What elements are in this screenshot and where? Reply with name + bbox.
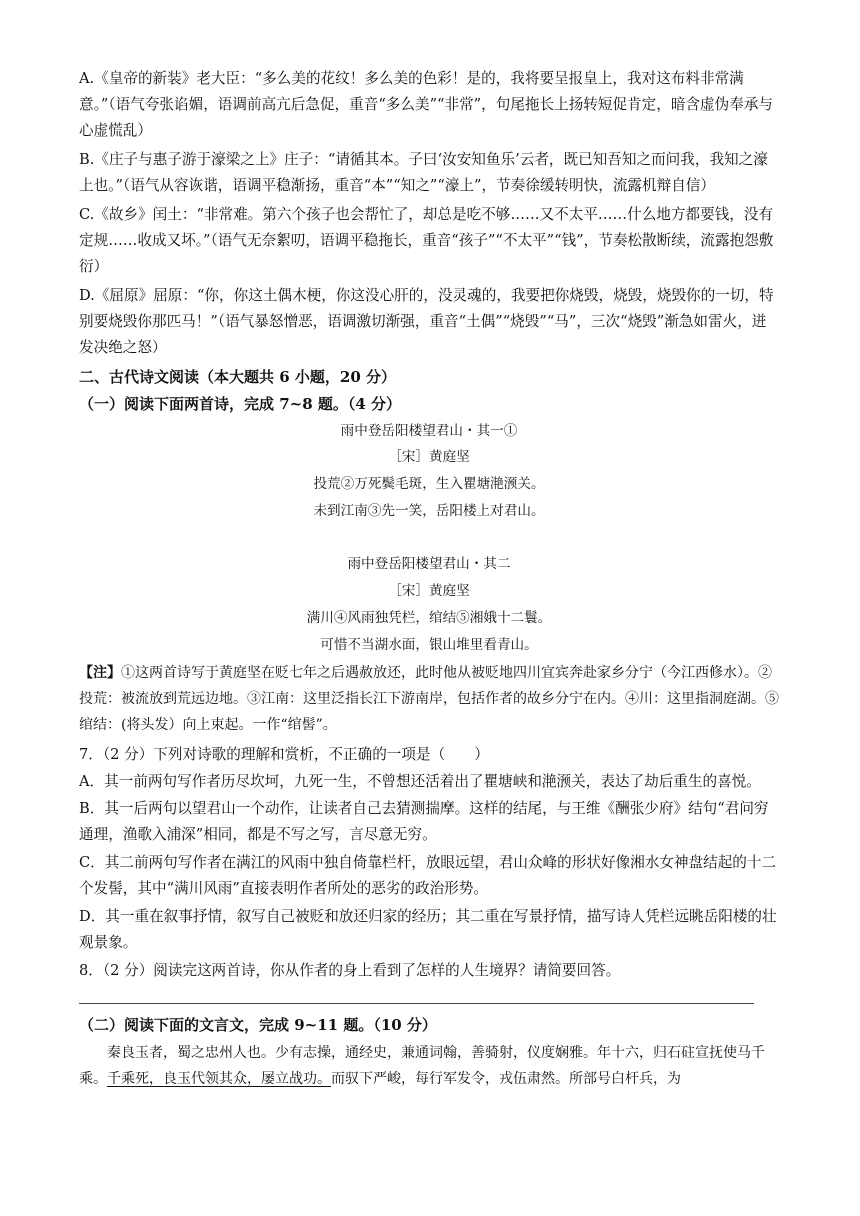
q7-option-b: B．其一后两句以望君山一个动作，让读者自己去猜测揣摩。这样的结尾，与王维《酬张少府》结句“君问穷通理，渔歌入浦深”相同，都是不写之写，言尽意无穷。 xyxy=(79,800,769,843)
underlined-sentence: 千乘死，良玉代领其众，屡立战功。 xyxy=(107,1071,331,1087)
q7-option-c: C．其二前两句写作者在满江的风雨中独自倚靠栏杆，放眼远望，君山众峰的形状好像湘水女神盘结起的十二个发髻，其中“满川风雨”直接表明作者所处的恶劣的政治形势。 xyxy=(79,854,777,897)
note-label: 【注】 xyxy=(79,665,121,681)
passage-line-1: 秦良玉者，蜀之忠州人也。少有志操，通经史，兼通词翰，善骑射，仪度娴雅。年十六， xyxy=(107,1045,653,1061)
poem-1-line-1: 投荒②万死鬓毛斑，生入瞿塘滟滪关。 xyxy=(313,476,545,492)
poem-1-title: 雨中登岳阳楼望君山・其一① xyxy=(340,423,518,439)
poem-2-line-2: 可惜不当湖水面，银山堆里看青山。 xyxy=(320,637,538,653)
poem-2-author: ［宋］黄庭坚 xyxy=(388,583,470,599)
poem-1-author: ［宋］黄庭坚 xyxy=(388,449,470,465)
q6-option-c: C.《故乡》闰土：“非常难。第六个孩子也会帮忙了，却总是吃不够……又不太平……什么地方都要钱，没有定规……收成又坏。”（语气无奈絮叨，语调平稳拖长，重音“孩子”“不太平”“钱”，节奏松散断续，流露抱怨敷衍） xyxy=(79,206,774,275)
q6-option-a: A.《皇帝的新装》老大臣：“多么美的花纹！多么美的色彩！是的，我将要呈报皇上，我对这布料非常满意。”（语气夸张谄媚，语调前高亢后急促，重音“多么美”“非常”，句尾拖长上扬转短促肯定，暗含虚伪奉承与心虚慌乱） xyxy=(79,70,774,139)
q7-option-a: A．其一前两句写作者历尽坎坷，九死一生，不曾想还活着出了瞿塘峡和滟滪关，表达了劫后重生的喜悦。 xyxy=(79,773,761,790)
passage-line-2b: 而驭下严峻，每行军发令，戎伍肃然。所部号白杆兵，为 xyxy=(331,1071,681,1087)
poem-2-line-1: 满川④风雨独凭栏，绾结⑤湘娥十二鬟。 xyxy=(306,610,552,626)
q7-stem: 7．（2 分）下列对诗歌的理解和赏析，不正确的一项是（ ） xyxy=(79,746,489,763)
classical-passage xyxy=(79,1040,779,1092)
passage-line-1b: 归石砫宣抚 xyxy=(653,1045,723,1061)
q6-option-d: D.《屈原》屈原：“你，你这土偶木梗，你这没心肝的，没灵魂的，我要把你烧毁，烧毁，烧毁你的一切，特别要烧毁你那匹马！”（语气暴怒憎恶，语调激切渐强，重音“土偶”“烧毁”“马”，三次“烧毁”渐急如雷火，迸发决绝之怒） xyxy=(79,287,774,356)
poem-note xyxy=(79,660,779,738)
part-1-title: （一）阅读下面两首诗，完成 7~8 题。（4 分） xyxy=(79,395,402,413)
part-2-title: （二）阅读下面的文言文，完成 9~11 题。（10 分） xyxy=(79,1016,437,1034)
poem-2-title: 雨中登岳阳楼望君山・其二 xyxy=(347,556,511,572)
q7-option-d: D．其一重在叙事抒情，叙写自己被贬和放还归家的经历；其二重在写景抒情，描写诗人凭栏远眺岳阳楼的壮观景象。 xyxy=(79,908,777,951)
q8-stem: 8．（2 分）阅读完这两首诗，你从作者的身上看到了怎样的人生境界？请简要回答。 xyxy=(79,962,621,979)
section-2-title: 二、古代诗文阅读（本大题共 6 小题，20 分） xyxy=(79,368,396,386)
note-text: ①这两首诗写于黄庭坚在贬七年之后遇赦放还，此时他从被贬地四川宜宾奔赴家乡分宁（今江西修水）。②投荒：被流放到荒远边地。③江南：这里泛指长江下游南岸，包括作者的故乡分宁在内。④川：这里指洞庭湖。⑤绾结：(将头发）向上束起。一作“绾髻”。 xyxy=(79,665,779,733)
q6-option-b: B.《庄子与惠子游于濠梁之上》庄子：“请循其本。子曰‘汝安知鱼乐’云者，既已知吾知之而问我，我知之濠上也。”（语气从容诙谐，语调平稳渐扬，重音“本”“知之”“濠上”，节奏徐缓转明快，流露机辩自信） xyxy=(79,151,768,194)
passage-line-2a: 使马千乘。 xyxy=(79,1045,765,1087)
poem-1-line-2: 未到江南③先一笑，岳阳楼上对君山。 xyxy=(313,503,545,519)
answer-line[interactable] xyxy=(79,1003,754,1004)
